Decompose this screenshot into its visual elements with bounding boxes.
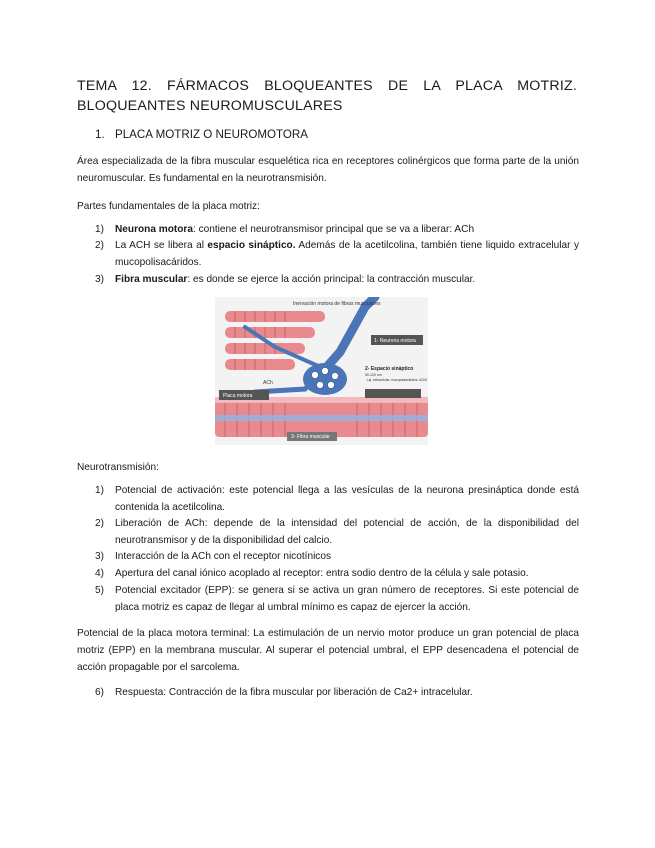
figure-label-motor-plate: Placa motora xyxy=(223,393,253,399)
list-item-bold: espacio sináptico. xyxy=(207,240,296,251)
list-item-text: Apertura del canal iónico acoplado al receptor: entra sodio dentro de la célula y sale potasio. xyxy=(115,568,529,579)
list-item xyxy=(95,566,579,583)
list-number: 3) xyxy=(95,551,104,562)
list-item-pre: La ACH se libera al xyxy=(115,240,208,251)
figure-label-synaptic-space: 2- Espacio sináptico xyxy=(365,366,414,372)
list-number: 6) xyxy=(95,687,104,698)
figure-label-synaptic-size: 50-100 nm xyxy=(365,373,382,377)
list-number: 1) xyxy=(95,485,104,496)
figure-label-muscle-fiber: 3- Fibra muscular xyxy=(291,434,330,440)
list-item xyxy=(95,549,579,566)
list-item-text: Liberación de ACh: depende de la intensidad del potencial de acción, de la disponibilidad del neurotransmisor y de la disponibilidad del calcio. xyxy=(115,518,579,546)
intro-paragraph: Área especializada de la fibra muscular esquelética rica en receptores colinérgicos que forma parte de la unión neuromuscular. Es fundamental en la neurotransmisión. xyxy=(77,156,579,184)
list-item-text: Potencial de activación: este potencial llega a las vesículas de la neurona presináptica donde está contenida la acetilcolina. xyxy=(115,485,579,513)
list-item xyxy=(95,272,579,289)
list-item-bold: Fibra muscular xyxy=(115,274,188,285)
list-item-text: Además de la acetilcolina, también tiene liquido extracelular y mucopolisacáridos. xyxy=(115,240,579,268)
list-item-text: : es donde se ejerce la acción principal: la contracción muscular. xyxy=(187,274,476,285)
potential-paragraph: Potencial de la placa motora terminal: La estimulación de un nervio motor produce un gran potencial de placa motriz (EPP) en la membrana muscular. Al superar el potencial umbral, el EPP desencadena el potencial de acción propagable por el sarcolema. xyxy=(77,628,579,673)
figure-label-neuron: 1- Neurona motora xyxy=(374,338,416,344)
list-item xyxy=(95,685,579,702)
list-number: 2) xyxy=(95,518,104,529)
list-number: 4) xyxy=(95,568,104,579)
figure-title: Inervación motora de fibras musculares xyxy=(293,301,381,307)
list-number: 1) xyxy=(95,224,104,235)
list-item-text: Potencial excitador (EPP): se genera si se activa un gran número de receptores. Si este potencial de placa motriz es capaz de llegar al umbral mínimo es capaz de ejercer la acción. xyxy=(115,585,579,613)
list-item xyxy=(95,516,579,549)
figure-label-synaptic-contents: - Liq. extracelular, mucopolisacáridos, AChE xyxy=(365,378,428,382)
figure-label-ach: ACh xyxy=(263,380,273,386)
section-heading xyxy=(95,128,308,141)
list-item xyxy=(95,238,579,271)
section-number: 1. xyxy=(95,128,105,141)
list-item-text: Interacción de la ACh con el receptor nicotínicos xyxy=(115,551,332,562)
list-item-text: Respuesta: Contracción de la fibra muscular por liberación de Ca2+ intracelular. xyxy=(115,687,473,698)
neurotransmission-heading: Neurotransmisión: xyxy=(77,462,159,473)
list-number: 3) xyxy=(95,274,104,285)
list-item-text: : contiene el neurotransmisor principal que se va a liberar: ACh xyxy=(192,224,475,235)
section-heading-text: PLACA MOTRIZ O NEUROMOTORA xyxy=(115,128,309,141)
parts-heading: Partes fundamentales de la placa motriz: xyxy=(77,201,260,212)
list-number: 2) xyxy=(95,240,104,251)
main-muscle-fiber xyxy=(215,397,428,437)
list-item-bold: Neurona motora xyxy=(115,224,193,235)
neuromuscular-junction-figure xyxy=(215,297,428,445)
list-item xyxy=(95,483,579,516)
list-number: 5) xyxy=(95,585,104,596)
list-item xyxy=(95,222,579,239)
list-item xyxy=(95,583,579,616)
page-title: TEMA 12. FÁRMACOS BLOQUEANTES DE LA PLACA MOTRIZ. BLOQUEANTES NEUROMUSCULARES xyxy=(77,78,577,114)
